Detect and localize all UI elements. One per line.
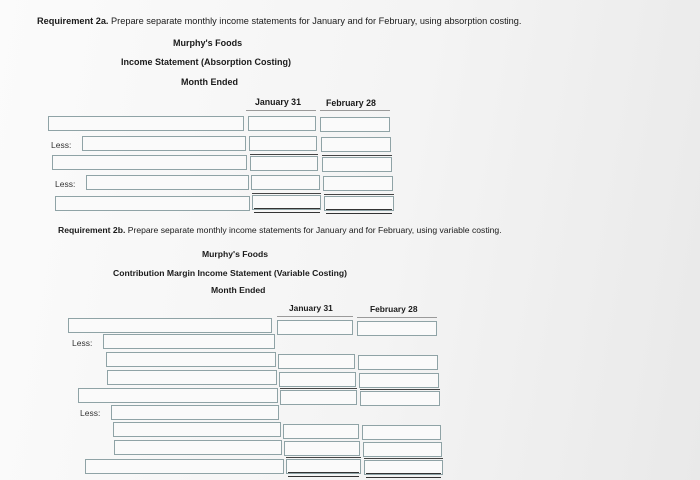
req2b-row8-jan-input[interactable] bbox=[284, 441, 360, 456]
req2b-col2-header: February 28 bbox=[370, 304, 418, 314]
req2b-row5-jan-input[interactable] bbox=[280, 390, 357, 405]
req2a-col1-underline bbox=[246, 110, 316, 111]
req2b-heading-text: Prepare separate monthly income statements for January and for February, using variable costing. bbox=[125, 225, 502, 235]
req2a-col2-header: February 28 bbox=[326, 98, 376, 108]
req2a-total-line-feb bbox=[324, 194, 394, 195]
req2a-row4-label-input[interactable] bbox=[86, 175, 249, 190]
req2a-row1-jan-input[interactable] bbox=[248, 116, 316, 131]
req2b-period: Month Ended bbox=[211, 285, 266, 295]
req2a-subtotal-line-feb bbox=[322, 155, 392, 156]
req2a-row5-label-input[interactable] bbox=[55, 196, 250, 211]
req2b-row1-feb-input[interactable] bbox=[357, 321, 437, 336]
req2a-col2-underline bbox=[320, 110, 390, 111]
req2b-heading bbox=[58, 225, 502, 235]
req2a-subtotal-line-jan bbox=[250, 154, 318, 155]
req2b-row1-jan-input[interactable] bbox=[277, 320, 353, 335]
req2b-row8-feb-input[interactable] bbox=[363, 442, 442, 457]
req2a-company: Murphy's Foods bbox=[173, 38, 243, 48]
req2a-row1-feb-input[interactable] bbox=[320, 117, 390, 132]
req2b-company: Murphy's Foods bbox=[202, 249, 269, 259]
req2b-less-label-2: Less: bbox=[80, 408, 101, 418]
req2a-col1-header: January 31 bbox=[255, 97, 301, 107]
req2b-row2-label-input[interactable] bbox=[103, 334, 275, 349]
req2a-period: Month Ended bbox=[181, 77, 238, 87]
req2b-row3-jan-input[interactable] bbox=[278, 354, 355, 369]
req2a-row3-jan-input[interactable] bbox=[250, 156, 318, 171]
req2b-row4-feb-input[interactable] bbox=[359, 373, 439, 388]
req2a-row3-label-input[interactable] bbox=[52, 155, 247, 170]
req2b-total-line-jan bbox=[286, 457, 361, 458]
req2a-statement-title: Income Statement (Absorption Costing) bbox=[121, 57, 292, 67]
req2b-row1-label-input[interactable] bbox=[68, 318, 272, 333]
req2a-heading bbox=[37, 16, 521, 26]
req2a-double-underline-feb bbox=[326, 209, 392, 214]
req2b-row7-jan-input[interactable] bbox=[283, 424, 359, 439]
req2a-total-line-jan bbox=[252, 193, 321, 194]
req2b-row5-feb-input[interactable] bbox=[360, 391, 440, 406]
req2a-row1-label-input[interactable] bbox=[48, 116, 244, 131]
req2a-less-label-2: Less: bbox=[55, 179, 76, 189]
req2b-double-underline-feb bbox=[366, 473, 441, 478]
req2b-row3-feb-input[interactable] bbox=[358, 355, 438, 370]
req2a-row3-feb-input[interactable] bbox=[322, 157, 392, 172]
req2b-less-label-1: Less: bbox=[72, 338, 93, 348]
req2b-double-underline-jan bbox=[288, 472, 359, 477]
req2b-subtotal-line-jan bbox=[280, 388, 357, 389]
req2b-row4-label-input[interactable] bbox=[107, 370, 277, 385]
req2b-row8-label-input[interactable] bbox=[114, 440, 282, 455]
req2b-heading-bold: Requirement 2b. bbox=[58, 225, 126, 235]
req2b-col1-header: January 31 bbox=[289, 303, 333, 313]
req2b-row6-label-input[interactable] bbox=[111, 405, 279, 420]
req2a-row2-feb-input[interactable] bbox=[321, 137, 391, 152]
req2b-col2-underline bbox=[357, 317, 437, 318]
req2a-row4-feb-input[interactable] bbox=[323, 176, 393, 191]
req2b-col1-underline bbox=[277, 316, 353, 317]
req2a-less-label-1: Less: bbox=[51, 140, 72, 150]
req2a-heading-bold: Requirement 2a. bbox=[37, 16, 109, 26]
req2b-total-line-feb bbox=[364, 458, 443, 459]
req2a-row2-jan-input[interactable] bbox=[249, 136, 317, 151]
req2b-row7-feb-input[interactable] bbox=[362, 425, 441, 440]
req2b-row4-jan-input[interactable] bbox=[279, 372, 356, 387]
req2a-double-underline-jan bbox=[254, 208, 320, 213]
req2b-row3-label-input[interactable] bbox=[106, 352, 276, 367]
req2a-heading-text: Prepare separate monthly income statements for January and for February, using absorption costing. bbox=[108, 16, 522, 26]
req2b-statement-title: Contribution Margin Income Statement (Variable Costing) bbox=[113, 268, 347, 278]
req2a-row4-jan-input[interactable] bbox=[251, 175, 320, 190]
req2b-subtotal-line-feb bbox=[360, 389, 440, 390]
req2b-row5-label-input[interactable] bbox=[78, 388, 278, 403]
req2b-row7-label-input[interactable] bbox=[113, 422, 281, 437]
req2a-row2-label-input[interactable] bbox=[82, 136, 246, 151]
req2b-row9-label-input[interactable] bbox=[85, 459, 284, 474]
